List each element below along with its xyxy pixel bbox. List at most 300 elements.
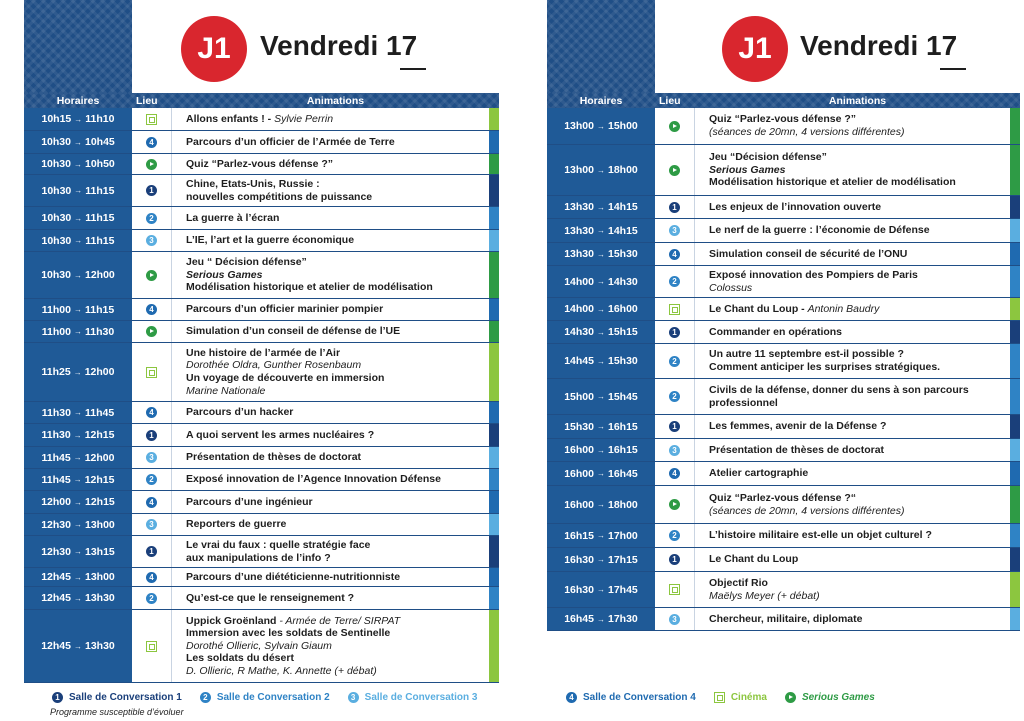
venue-color-stripe — [489, 321, 499, 342]
room3-icon — [146, 452, 157, 463]
table-row — [547, 298, 1020, 321]
venue-color-stripe — [1010, 572, 1020, 607]
arrow-right-icon: → — [74, 408, 82, 417]
venue-color-stripe — [1010, 145, 1020, 195]
activity-text: Uppick Groënland — [186, 614, 277, 627]
venue-color-stripe — [1010, 243, 1020, 265]
venue-color-stripe — [489, 536, 499, 567]
activity-text: Présentation de thèses de doctorat — [186, 451, 362, 464]
activity-cell — [695, 548, 1010, 571]
arrow-right-icon: → — [597, 614, 605, 624]
venue-color-stripe — [1010, 266, 1020, 297]
venue-color-stripe — [489, 424, 499, 446]
time-range — [547, 439, 655, 461]
room2-icon — [200, 692, 211, 703]
activity-text: aux manipulations de l’info ? — [186, 551, 331, 564]
start-time: 12h30 — [41, 545, 71, 558]
start-time: 13h00 — [564, 164, 594, 176]
activity-text: Quiz “Parlez-vous défense ?” — [709, 113, 857, 126]
room2-icon — [669, 276, 680, 287]
arrow-right-icon: → — [74, 641, 82, 651]
room4-icon — [146, 497, 157, 508]
start-time: 10h30 — [41, 136, 71, 148]
time-range — [24, 131, 132, 153]
table-row — [547, 548, 1020, 572]
activity-text: Allons enfants ! - — [186, 112, 275, 125]
venue-cell — [132, 424, 172, 446]
venue-cell — [655, 219, 695, 242]
activity-line — [186, 592, 483, 605]
column-time: Horaires — [56, 94, 100, 107]
time-range — [547, 486, 655, 523]
arrow-right-icon: → — [74, 159, 82, 169]
activity-line — [709, 361, 1004, 374]
venue-cell — [655, 548, 695, 571]
end-time: 13h15 — [85, 545, 115, 558]
arrow-right-icon: → — [74, 497, 82, 507]
day-header — [24, 0, 499, 93]
activity-text: Colossus — [709, 281, 753, 294]
time-range — [547, 196, 655, 218]
activity-cell — [172, 587, 489, 609]
activity-line — [709, 529, 1004, 542]
day-badge: J1 — [722, 16, 788, 82]
room2-icon — [146, 213, 157, 224]
activity-line — [186, 158, 483, 171]
activity-text: Modélisation historique et atelier de modélisation — [186, 281, 433, 294]
time-range — [547, 415, 655, 438]
activity-text: Civils de la défense, donner du sens à son parcours — [709, 383, 969, 396]
activity-line — [709, 248, 1004, 261]
venue-cell — [132, 402, 172, 423]
venue-color-stripe — [489, 587, 499, 609]
activity-line — [186, 256, 483, 269]
activity-cell — [172, 299, 489, 320]
table-row — [547, 524, 1020, 548]
venue-color-stripe — [1010, 344, 1020, 378]
start-time: 13h30 — [564, 201, 594, 213]
activity-line — [709, 420, 1004, 433]
cinema-icon — [146, 641, 157, 652]
day-badge: J1 — [181, 16, 247, 82]
venue-cell — [655, 243, 695, 265]
activity-text: Le Chant du Loup — [709, 553, 799, 566]
arrow-right-icon: → — [597, 555, 605, 564]
end-time: 13h00 — [85, 518, 115, 531]
venue-cell — [132, 587, 172, 609]
activity-cell — [695, 572, 1010, 607]
activity-text: Objectif Rio — [709, 576, 768, 589]
activity-line — [709, 269, 1004, 282]
activity-cell — [695, 145, 1010, 195]
activity-text: Dorothé Ollieric, Sylvain Giaum — [186, 639, 332, 652]
activity-line — [186, 451, 483, 464]
venue-cell — [132, 321, 172, 342]
arrow-right-icon: → — [73, 430, 82, 440]
start-time: 14h45 — [564, 355, 594, 367]
venue-cell — [132, 299, 172, 320]
venue-color-stripe — [1010, 108, 1020, 144]
arrow-right-icon: → — [597, 356, 605, 366]
venue-color-stripe — [489, 568, 499, 586]
day-header — [547, 0, 1020, 93]
arrow-right-icon: → — [74, 114, 83, 124]
activity-cell — [172, 175, 489, 206]
activity-cell — [695, 379, 1010, 414]
time-range — [547, 108, 655, 144]
room4-icon — [146, 304, 157, 315]
start-time: 10h30 — [41, 234, 72, 247]
activity-line — [186, 552, 483, 565]
activity-line — [709, 151, 1004, 164]
arrow-right-icon: → — [597, 422, 605, 431]
activity-text: Présentation de thèses de doctorat — [709, 443, 885, 456]
serious-games-icon — [146, 270, 157, 281]
room3-icon — [146, 519, 157, 530]
arrow-right-icon: → — [597, 500, 605, 509]
venue-color-stripe — [489, 108, 499, 130]
venue-cell — [655, 344, 695, 378]
arrow-right-icon: → — [597, 277, 605, 286]
start-time: 16h45 — [564, 613, 594, 625]
time-range — [547, 548, 655, 571]
activity-text: La guerre à l’écran — [186, 211, 280, 224]
activity-line — [186, 473, 483, 486]
end-time: 10h50 — [85, 158, 115, 170]
venue-cell — [132, 514, 172, 535]
activity-text: professionnel — [709, 396, 778, 409]
time-range — [24, 587, 132, 609]
activity-text: Jeu “ Décision défense” — [186, 256, 307, 269]
table-row — [547, 266, 1020, 298]
end-time: 15h30 — [608, 355, 638, 367]
table-row — [547, 462, 1020, 486]
activity-text: Modélisation historique et atelier de modélisation — [709, 176, 956, 189]
activity-text: Exposé innovation de l’Agence Innovation Défense — [186, 473, 441, 486]
table-row — [547, 608, 1020, 631]
activity-line — [709, 126, 1004, 139]
venue-color-stripe — [489, 230, 499, 251]
venue-cell — [655, 266, 695, 297]
venue-color-stripe — [1010, 524, 1020, 547]
activity-cell — [172, 207, 489, 229]
cinema-icon — [669, 584, 680, 595]
activity-cell — [172, 424, 489, 446]
start-time: 15h00 — [564, 390, 594, 403]
venue-cell — [655, 145, 695, 195]
activity-line — [186, 281, 483, 294]
arrow-right-icon: → — [73, 367, 82, 377]
venue-color-stripe — [1010, 219, 1020, 242]
time-range — [24, 402, 132, 423]
activity-cell — [172, 568, 489, 586]
day-title: Vendredi 17 — [800, 30, 958, 61]
cinema-icon — [714, 692, 725, 703]
venue-cell — [655, 439, 695, 461]
room4-icon — [146, 572, 157, 583]
activity-text: L’IE, l’art et la guerre économique — [186, 234, 355, 247]
venue-cell — [132, 175, 172, 206]
end-time: 11h10 — [85, 113, 115, 125]
time-range — [24, 175, 132, 206]
start-time: 10h30 — [41, 269, 71, 281]
header-pattern-strip — [547, 0, 655, 93]
start-time: 16h00 — [564, 444, 594, 456]
arrow-right-icon: → — [73, 453, 82, 462]
venue-color-stripe — [489, 610, 499, 682]
legend-serious-games: Serious Games — [801, 692, 875, 703]
activity-text: Reporters de guerre — [186, 518, 287, 531]
activity-cell — [695, 524, 1010, 547]
start-time: 14h00 — [564, 275, 594, 288]
arrow-right-icon: → — [597, 392, 605, 401]
activity-text: Chercheur, militaire, diplomate — [709, 612, 863, 625]
venue-cell — [655, 321, 695, 343]
column-place: Lieu — [136, 94, 158, 107]
schedule-panel-right — [547, 0, 1020, 631]
start-time: 16h15 — [564, 529, 594, 542]
activity-line — [186, 325, 483, 338]
table-row — [547, 572, 1020, 608]
room1-icon — [146, 430, 157, 441]
time-range — [24, 610, 132, 682]
venue-cell — [655, 196, 695, 218]
end-time: 11h30 — [85, 325, 115, 338]
venue-cell — [132, 108, 172, 130]
room3-icon — [146, 235, 157, 246]
activity-text: Parcours d’une diététicienne-nutritionniste — [186, 570, 401, 583]
table-row — [24, 491, 499, 514]
activity-text: Quiz “Parlez-vous défense ?” — [186, 157, 334, 170]
activity-line — [186, 518, 483, 531]
room3-icon — [669, 225, 680, 236]
table-row — [547, 486, 1020, 524]
table-row — [24, 587, 499, 610]
venue-cell — [655, 108, 695, 144]
arrow-right-icon: → — [74, 305, 82, 314]
room1-icon — [146, 185, 157, 196]
activity-line — [186, 359, 483, 372]
room4-icon — [146, 137, 157, 148]
activity-cell — [172, 469, 489, 490]
time-range — [24, 321, 132, 342]
activity-text: Jeu “Décision défense” — [709, 151, 827, 164]
schedule-rows — [547, 108, 1020, 631]
arrow-right-icon: → — [597, 445, 605, 455]
end-time: 15h15 — [608, 326, 638, 338]
table-row — [547, 439, 1020, 462]
venue-cell — [655, 298, 695, 320]
venue-color-stripe — [1010, 415, 1020, 438]
activity-text: A quoi servent les armes nucléaires ? — [186, 428, 375, 441]
header-pattern-strip — [24, 0, 132, 93]
legend-right — [566, 692, 887, 703]
room1-icon — [669, 421, 680, 432]
activity-text: - Armée de Terre/ SIRPAT — [276, 614, 401, 627]
end-time: 13h30 — [85, 640, 115, 652]
activity-cell — [695, 608, 1010, 630]
start-time: 10h15 — [41, 113, 72, 125]
end-time: 14h15 — [608, 224, 638, 237]
end-time: 11h15 — [85, 303, 115, 316]
start-time: 11h30 — [41, 406, 71, 419]
cinema-icon — [146, 367, 157, 378]
activity-line — [709, 384, 1004, 397]
room1-icon — [52, 692, 63, 703]
table-row — [24, 469, 499, 491]
serious-games-icon — [146, 326, 157, 337]
activity-line — [709, 176, 1004, 189]
column-activities: Animations — [828, 94, 887, 107]
activity-line — [186, 212, 483, 225]
end-time: 11h15 — [85, 234, 115, 247]
activity-text: Une histoire de l’armée de l’Air — [186, 346, 341, 359]
venue-color-stripe — [489, 299, 499, 320]
time-range — [24, 252, 132, 298]
activity-line — [186, 571, 483, 584]
time-range — [24, 568, 132, 586]
room4-icon — [669, 468, 680, 479]
activity-text: Les femmes, avenir de la Défense ? — [709, 420, 887, 433]
activity-line — [186, 234, 483, 247]
activity-line — [709, 348, 1004, 361]
table-row — [24, 131, 499, 154]
room3-icon — [348, 692, 359, 703]
start-time: 11h30 — [41, 429, 71, 441]
serious-games-icon — [146, 159, 157, 170]
activity-cell — [172, 491, 489, 513]
time-range — [24, 230, 132, 251]
table-row — [547, 243, 1020, 266]
activity-cell — [172, 321, 489, 342]
arrow-right-icon: → — [73, 475, 82, 484]
legend-left — [52, 692, 489, 703]
activity-line — [186, 347, 483, 360]
end-time: 13h30 — [85, 592, 115, 604]
start-time: 15h30 — [564, 420, 594, 433]
time-range — [547, 462, 655, 485]
activity-line — [709, 113, 1004, 126]
activity-line — [709, 224, 1004, 237]
time-range — [547, 145, 655, 195]
room2-icon — [669, 530, 680, 541]
title-underline — [940, 68, 966, 70]
activity-text: Simulation d’un conseil de défense de l’UE — [186, 325, 401, 338]
end-time: 12h15 — [84, 473, 115, 486]
venue-color-stripe — [1010, 548, 1020, 571]
serious-games-icon — [669, 121, 680, 132]
room4-icon — [566, 692, 577, 703]
end-time: 13h00 — [85, 571, 115, 583]
activity-text: (séances de 20mn, 4 versions différentes) — [709, 504, 905, 517]
activity-text: Parcours d’une ingénieur — [186, 495, 313, 508]
start-time: 10h30 — [41, 184, 72, 197]
venue-color-stripe — [1010, 462, 1020, 485]
time-range — [24, 299, 132, 320]
activity-text: Exposé innovation des Pompiers de Paris — [709, 268, 918, 281]
activity-cell — [172, 252, 489, 298]
activity-line — [709, 164, 1004, 177]
arrow-right-icon: → — [74, 547, 82, 556]
activity-cell — [695, 196, 1010, 218]
table-row — [24, 568, 499, 587]
activity-text: Un autre 11 septembre est-il possible ? — [709, 348, 904, 361]
room2-icon — [669, 391, 680, 402]
activity-line — [709, 201, 1004, 214]
start-time: 11h25 — [41, 366, 71, 378]
start-time: 12h00 — [41, 496, 71, 508]
activity-line — [186, 406, 483, 419]
arrow-right-icon: → — [597, 165, 605, 175]
activity-text: Parcours d’un officier de l’Armée de Terre — [186, 135, 395, 148]
serious-games-icon — [669, 165, 680, 176]
table-row — [24, 447, 499, 469]
start-time: 12h30 — [41, 518, 71, 531]
activity-cell — [172, 154, 489, 174]
table-row — [24, 299, 499, 321]
activity-text: Parcours d’un hacker — [186, 406, 294, 419]
end-time: 12h00 — [85, 269, 115, 281]
end-time: 12h15 — [85, 496, 115, 508]
arrow-right-icon: → — [74, 520, 82, 529]
start-time: 16h00 — [564, 467, 594, 480]
day-title: Vendredi 17 — [260, 30, 418, 61]
venue-color-stripe — [489, 207, 499, 229]
end-time: 12h15 — [84, 429, 115, 441]
end-time: 15h45 — [608, 390, 638, 403]
table-row — [24, 207, 499, 230]
activity-line — [186, 269, 483, 282]
activity-cell — [172, 230, 489, 251]
end-time: 16h45 — [608, 467, 638, 480]
room1-icon — [669, 202, 680, 213]
start-time: 11h45 — [41, 451, 71, 464]
table-row — [547, 379, 1020, 415]
end-time: 11h15 — [85, 212, 115, 224]
arrow-right-icon: → — [74, 137, 82, 147]
activity-line — [709, 613, 1004, 626]
time-range — [547, 524, 655, 547]
venue-cell — [132, 252, 172, 298]
cinema-icon — [146, 114, 157, 125]
table-row — [547, 219, 1020, 243]
venue-cell — [132, 131, 172, 153]
column-header — [547, 93, 1020, 108]
table-row — [547, 196, 1020, 219]
activity-line — [186, 303, 483, 316]
venue-cell — [655, 379, 695, 414]
table-row — [547, 145, 1020, 196]
table-row — [24, 610, 499, 683]
activity-cell — [172, 610, 489, 682]
activity-line — [709, 397, 1004, 410]
activity-line — [186, 113, 483, 126]
activity-text: nouvelles compétitions de puissance — [186, 190, 373, 203]
time-range — [24, 154, 132, 174]
end-time: 14h30 — [608, 275, 638, 288]
start-time: 16h00 — [564, 498, 594, 511]
end-time: 12h00 — [84, 366, 115, 378]
room2-icon — [146, 474, 157, 485]
arrow-right-icon: → — [597, 469, 605, 478]
title-underline — [400, 68, 426, 70]
time-range — [547, 219, 655, 242]
table-row — [547, 344, 1020, 379]
activity-text: Immersion avec les soldats de Sentinelle — [186, 627, 391, 640]
activity-line — [186, 640, 483, 653]
activity-text: Le vrai du faux : quelle stratégie face — [186, 538, 371, 551]
start-time: 12h45 — [41, 640, 71, 652]
